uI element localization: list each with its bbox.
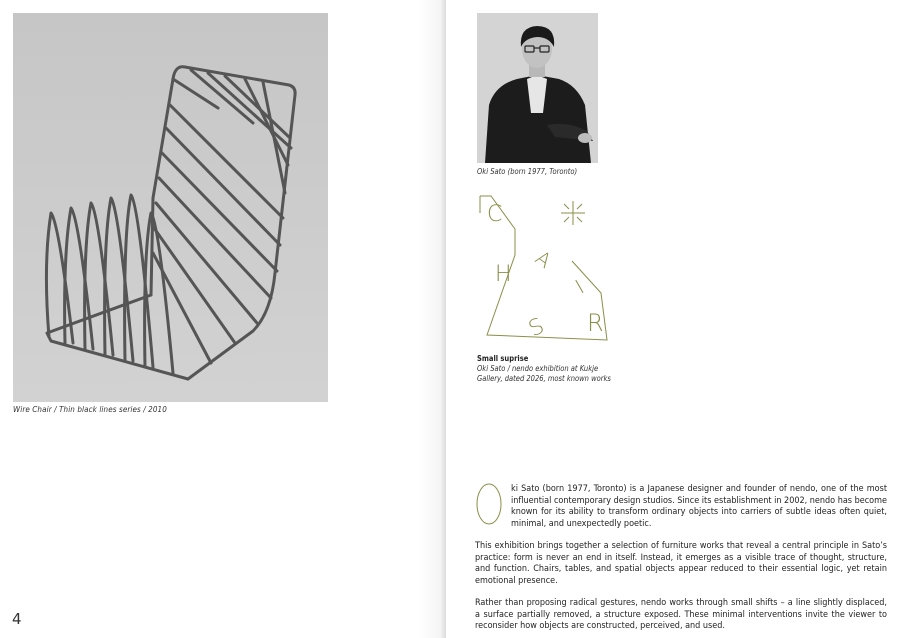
left-page bbox=[0, 0, 446, 638]
article-body bbox=[475, 480, 887, 633]
first-paragraph-block bbox=[475, 480, 887, 530]
portrait-caption: Oki Sato (born 1977, Toronto) bbox=[477, 167, 578, 176]
logo-letter-r: R bbox=[587, 309, 604, 337]
wire-chair-caption: Wire Chair / Thin black lines series / 2010 bbox=[13, 405, 167, 414]
paragraph-1: ki Sato (born 1977, Toronto) is a Japanese designer and founder of nendo, one of the most influential contemporary design studios. Since its establishment in 2002, nendo has become known for its ability to transform ordinary objects into carriers of subtle ideas often quiet, minimal, and unexpectedly poetic. bbox=[511, 484, 887, 529]
oki-sato-portrait-photo bbox=[477, 13, 598, 163]
note-body-line1: Oki Sato / nendo exhibition at Kukje bbox=[477, 364, 599, 373]
dropcap-o bbox=[475, 482, 503, 526]
logo-letter-a: A bbox=[530, 245, 556, 273]
note-title: Small suprise bbox=[477, 354, 529, 363]
paragraph-2: This exhibition brings together a selection of furniture works that reveal a central principle in Sato’s practice: form is never an end in itself. Instead, it emerges as a visible trace of thought, structure, and function. Chairs, tables, and spatial objects appear reduced to their essential logic, yet retain emotional presence. bbox=[475, 541, 887, 586]
wire-chair-photo bbox=[13, 13, 328, 402]
logo-letter-h: H bbox=[495, 262, 512, 287]
logo-letter-i: I bbox=[571, 274, 589, 299]
logo-letter-s: S bbox=[524, 313, 549, 341]
note-body-line2: Gallery, dated 2026, most known works bbox=[477, 374, 611, 383]
logo-letter-c: C bbox=[487, 202, 503, 227]
paragraph-3: Rather than proposing radical gestures, nendo works through small shifts – a line slightly displaced, a surface partially removed, a structure exposed. These minimal interventions invite the viewer to reconsider how objects are constructed, perceived, and used. bbox=[475, 598, 887, 631]
exhibition-note bbox=[477, 354, 637, 384]
chairs-logo bbox=[477, 193, 617, 341]
page-number: 4 bbox=[12, 610, 22, 628]
